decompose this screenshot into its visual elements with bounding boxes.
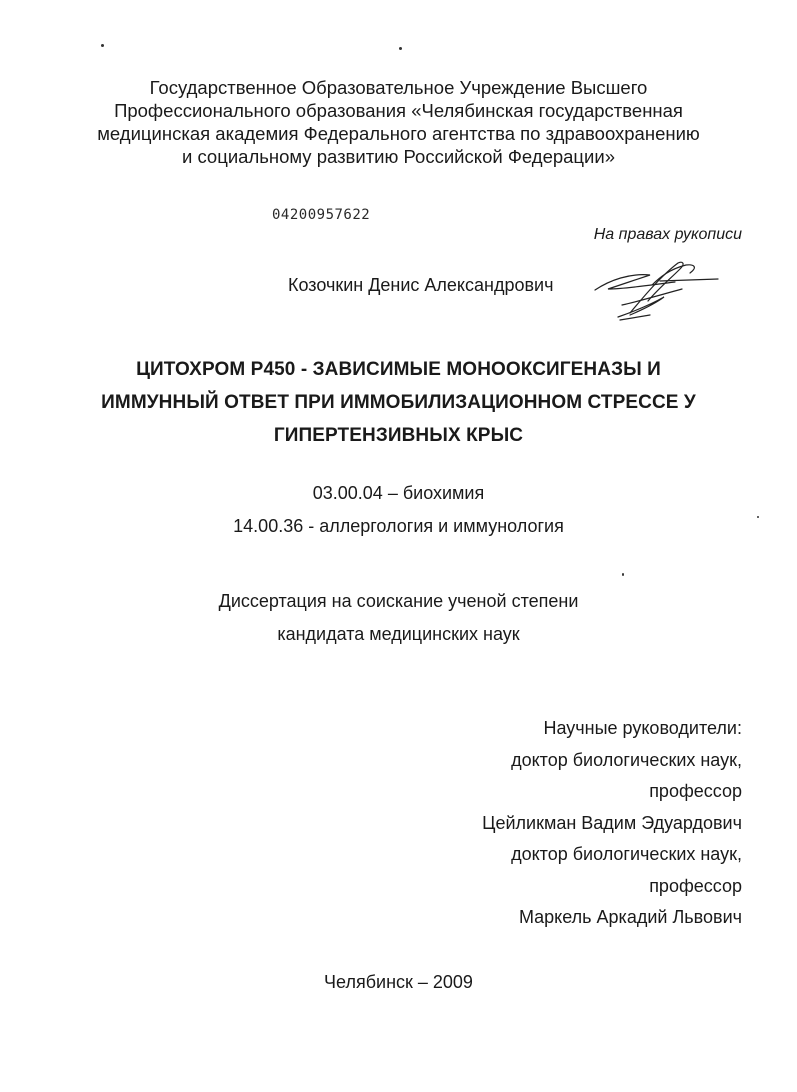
title-line: ГИПЕРТЕНЗИВНЫХ КРЫС [273,425,524,446]
dissertation-title [0,353,797,452]
city-year: Челябинск – 2009 [324,972,473,992]
supervisor-name: Цейликман Вадим Эдуардович [482,812,742,833]
registration-number: 04200957622 [272,207,371,223]
supervisors-heading: Научные руководители: [543,718,742,738]
degree-line: кандидата медицинских наук [277,624,520,644]
supervisor-line: доктор биологических наук, [511,749,742,770]
institution-line: и социальному развитию Российской Федерации» [182,146,615,167]
supervisor-line: доктор биологических наук, [511,844,742,864]
title-line: ИММУННЫЙ ОТВЕТ ПРИ ИММОБИЛИЗАЦИОННОМ СТРЕССЕ У [101,392,696,413]
author-name: Козочкин Денис Александрович [288,275,554,295]
scan-speck [399,47,402,50]
degree-line: Диссертация на соискание ученой степени [218,591,579,611]
title-line: ЦИТОХРОМ Р450 - ЗАВИСИМЫЕ МОНООКСИГЕНАЗЫ И [136,359,661,380]
supervisors-block [482,713,742,934]
scan-speck [622,573,624,576]
institution-line: медицинская академия Федерального агентства по здравоохранению [97,123,700,144]
institution-line: Профессионального образования «Челябинская государственная [114,100,683,121]
manuscript-note: На правах рукописи [593,226,742,243]
signature-icon [590,255,720,325]
institution-header [0,76,797,168]
specialty-allergology: 14.00.36 - аллергология и иммунология [233,516,564,536]
degree-statement [0,585,797,651]
supervisor-line: профессор [649,875,742,896]
supervisor-name: Маркель Аркадий Львович [518,907,742,927]
supervisor-line: профессор [649,781,742,801]
scan-speck [101,44,104,47]
institution-line: Государственное Образовательное Учреждение Высшего [149,77,648,98]
specialty-biochemistry: 03.00.04 – биохимия [312,483,485,503]
